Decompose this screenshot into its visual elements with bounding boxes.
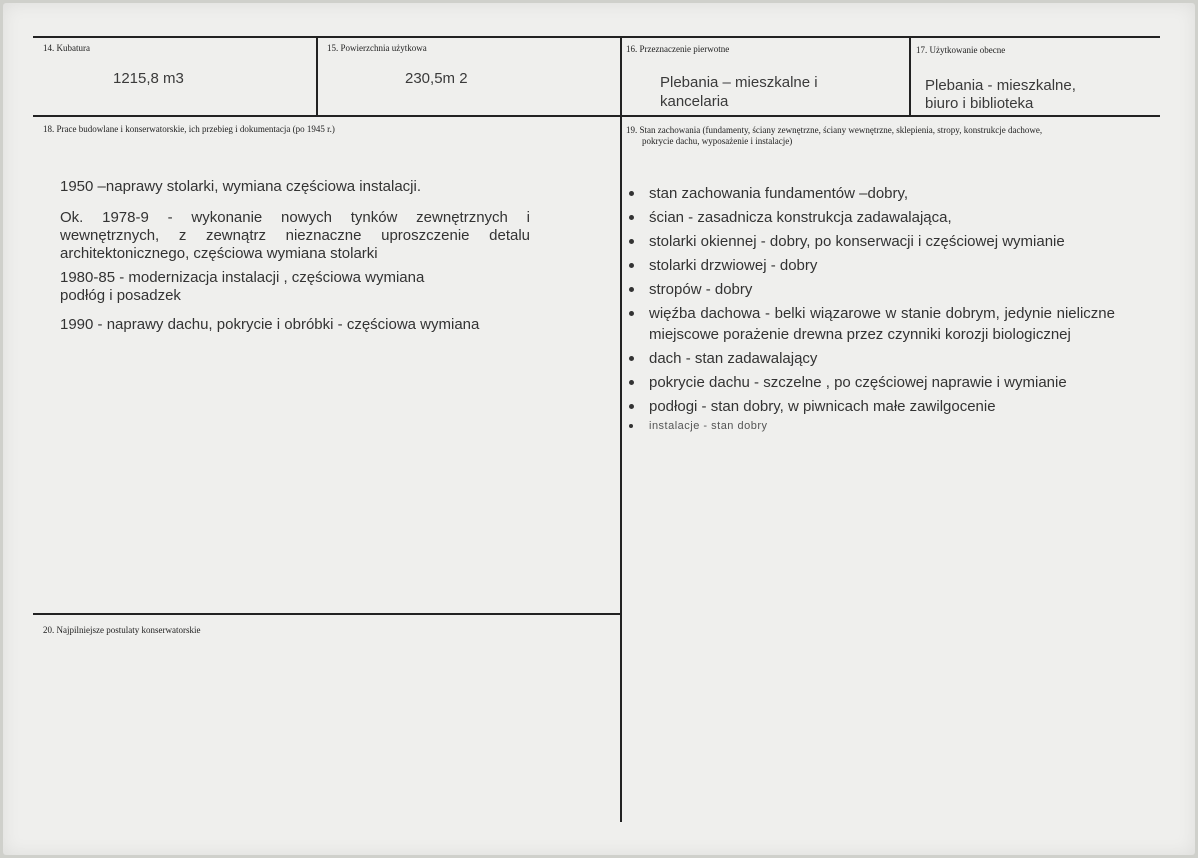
condition-item: ścian - zasadnicza konstrukcja zadawalająca, bbox=[627, 207, 1115, 228]
condition-item: stolarki drzwiowej - dobry bbox=[627, 255, 1115, 276]
bullet-icon bbox=[629, 380, 634, 385]
bullet-icon bbox=[629, 287, 634, 292]
section-18-entry-1990: 1990 - naprawy dachu, pokrycie i obróbki - częściowa wymiana bbox=[60, 316, 480, 333]
section-18-entry-1980-line2: podłóg i posadzek bbox=[60, 287, 181, 304]
condition-item: więźba dachowa - belki wiązarowe w stanie dobrym, jedynie nieliczne miejscowe porażenie drewna przez czynniki korozji biologicznej bbox=[627, 303, 1115, 345]
section-18-entry-1980-line1: 1980-85 - modernizacja instalacji , częściowa wymiana bbox=[60, 269, 425, 286]
section-18-entry-1978: Ok. 1978-9 - wykonanie nowych tynków zewnętrznych i wewnętrznych, z zewnątrz nieznaczne uproszczenie detalu architektonicznego, częściowa wymiana stolarki bbox=[60, 209, 530, 262]
field-15-label: 15. Powierzchnia użytkowa bbox=[327, 43, 427, 53]
section-20-label: 20. Najpilniejsze postulaty konserwatorskie bbox=[43, 625, 201, 635]
field-17-value-line2: biuro i biblioteka bbox=[925, 95, 1034, 112]
condition-item: dach - stan zadawalający bbox=[627, 348, 1115, 369]
bullet-icon bbox=[629, 215, 634, 220]
section18-bottom-line bbox=[33, 613, 622, 615]
field-16-value-line1: Plebania – mieszkalne i bbox=[660, 74, 818, 91]
col-divider-14-15 bbox=[316, 36, 318, 116]
section-18-entry-1950: 1950 –naprawy stolarki, wymiana częściowa instalacji. bbox=[60, 178, 421, 195]
row1-bottom-line bbox=[33, 115, 1160, 117]
condition-item: stan zachowania fundamentów –dobry, bbox=[627, 183, 1115, 204]
field-15-value: 230,5m 2 bbox=[405, 70, 468, 87]
field-16-value-line2: kancelaria bbox=[660, 93, 729, 110]
condition-item: instalacje - stan dobry bbox=[627, 420, 1115, 433]
bullet-icon bbox=[629, 263, 634, 268]
field-16-label: 16. Przeznaczenie pierwotne bbox=[626, 44, 730, 54]
section-19-label-line2: pokrycie dachu, wyposażenie i instalacje) bbox=[642, 136, 793, 146]
col-divider-main bbox=[620, 36, 622, 822]
col-divider-16-17 bbox=[909, 36, 911, 116]
bullet-icon bbox=[629, 356, 634, 361]
section-19-label-line1: 19. Stan zachowania (fundamenty, ściany zewnętrzne, ściany wewnętrzne, sklepienia, stropy, konstrukcje dachowe, bbox=[626, 125, 1043, 135]
condition-item: stropów - dobry bbox=[627, 279, 1115, 300]
bullet-icon bbox=[629, 191, 634, 196]
field-17-value-line1: Plebania - mieszkalne, bbox=[925, 77, 1076, 94]
condition-item: pokrycie dachu - szczelne , po częściowej naprawie i wymianie bbox=[627, 372, 1115, 393]
section-18-label: 18. Prace budowlane i konserwatorskie, ich przebieg i dokumentacja (po 1945 r.) bbox=[43, 124, 335, 134]
condition-list bbox=[627, 183, 1115, 436]
condition-item: stolarki okiennej - dobry, po konserwacji i częściowej wymianie bbox=[627, 231, 1115, 252]
top-border-line bbox=[33, 36, 1160, 38]
field-14-label: 14. Kubatura bbox=[43, 43, 90, 53]
bullet-icon bbox=[629, 424, 633, 428]
field-14-value: 1215,8 m3 bbox=[113, 70, 184, 87]
condition-item: podłogi - stan dobry, w piwnicach małe zawilgocenie bbox=[627, 396, 1115, 417]
field-17-label: 17. Użytkowanie obecne bbox=[916, 45, 1006, 55]
bullet-icon bbox=[629, 311, 634, 316]
bullet-icon bbox=[629, 239, 634, 244]
bullet-icon bbox=[629, 404, 634, 409]
